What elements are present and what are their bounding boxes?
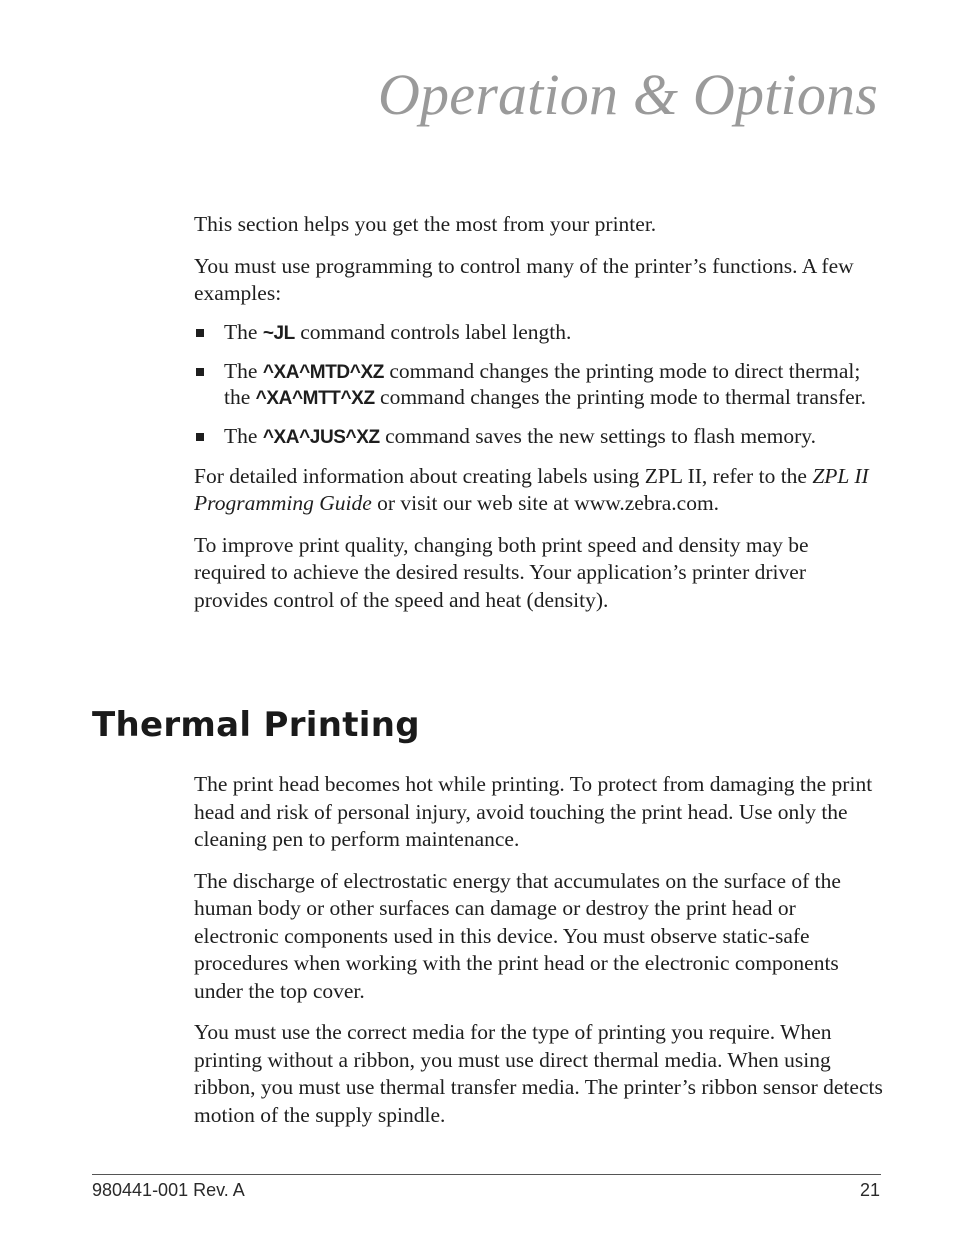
list-item bbox=[194, 424, 884, 450]
document-number: 980441-001 Rev. A bbox=[92, 1180, 245, 1200]
reference-text: or visit our web site at www.zebra.com. bbox=[371, 491, 720, 515]
list-item bbox=[194, 320, 884, 346]
command-examples-list bbox=[194, 320, 884, 450]
intro-section bbox=[194, 211, 884, 614]
square-bullet-icon bbox=[196, 433, 204, 441]
square-bullet-icon bbox=[196, 368, 204, 376]
print-head-paragraph: The print head becomes hot while printing. To protect from damaging the print head and risk of personal injury, avoid touching the print head. Use only the cleaning pen to perform maintenance. bbox=[194, 772, 873, 851]
list-item bbox=[194, 359, 884, 411]
print-quality-paragraph: To improve print quality, changing both print speed and density may be required to achieve the desired results. Your application’s printer driver provides control of the speed and heat (density). bbox=[194, 532, 809, 612]
bullet-text: command changes the printing mode to thermal transfer. bbox=[374, 384, 867, 409]
bullet-text: command saves the new settings to flash memory. bbox=[379, 423, 817, 448]
footer-divider bbox=[92, 1174, 881, 1175]
chapter-title: Operation & Options bbox=[377, 62, 878, 127]
bullet-prefix: The bbox=[224, 319, 263, 344]
command-code: ^XA^MTD^XZ bbox=[262, 361, 384, 383]
media-paragraph: You must use the correct media for the type of printing you require. When printing without a ribbon, you must use direct thermal media. When using ribbon, you must use thermal transfer media. The printer’s ribbon sensor detects motion of the supply spindle. bbox=[194, 1020, 883, 1127]
guide-title: ZPL II Programming Guide bbox=[194, 463, 869, 515]
bullet-text: command changes the printing mode to direct thermal; the bbox=[224, 358, 861, 409]
intro-paragraph: This section helps you get the most from your printer. bbox=[194, 212, 657, 236]
bullet-prefix: The bbox=[224, 423, 263, 448]
square-bullet-icon bbox=[196, 329, 204, 337]
command-code: ^XA^MTT^XZ bbox=[255, 387, 375, 409]
bullet-prefix: The bbox=[224, 358, 263, 383]
page-number: 21 bbox=[859, 1180, 880, 1200]
command-code: ~JL bbox=[262, 322, 295, 344]
bullet-text: command controls label length. bbox=[294, 319, 572, 344]
command-code: ^XA^JUS^XZ bbox=[262, 426, 380, 448]
reference-paragraph bbox=[194, 463, 884, 518]
section-heading: Thermal Printing bbox=[92, 705, 420, 745]
electrostatic-paragraph: The discharge of electrostatic energy that accumulates on the surface of the human body or other surfaces can damage or destroy the print head or electronic components used in this device. You must observe static-safe procedures when working with the print head or the electronic components under the top cover. bbox=[194, 868, 841, 1003]
thermal-printing-section bbox=[194, 771, 884, 1129]
programming-paragraph: You must use programming to control many of the printer’s functions. A few examples: bbox=[194, 253, 854, 305]
reference-text: For detailed information about creating labels using ZPL II, refer to the bbox=[194, 463, 813, 488]
